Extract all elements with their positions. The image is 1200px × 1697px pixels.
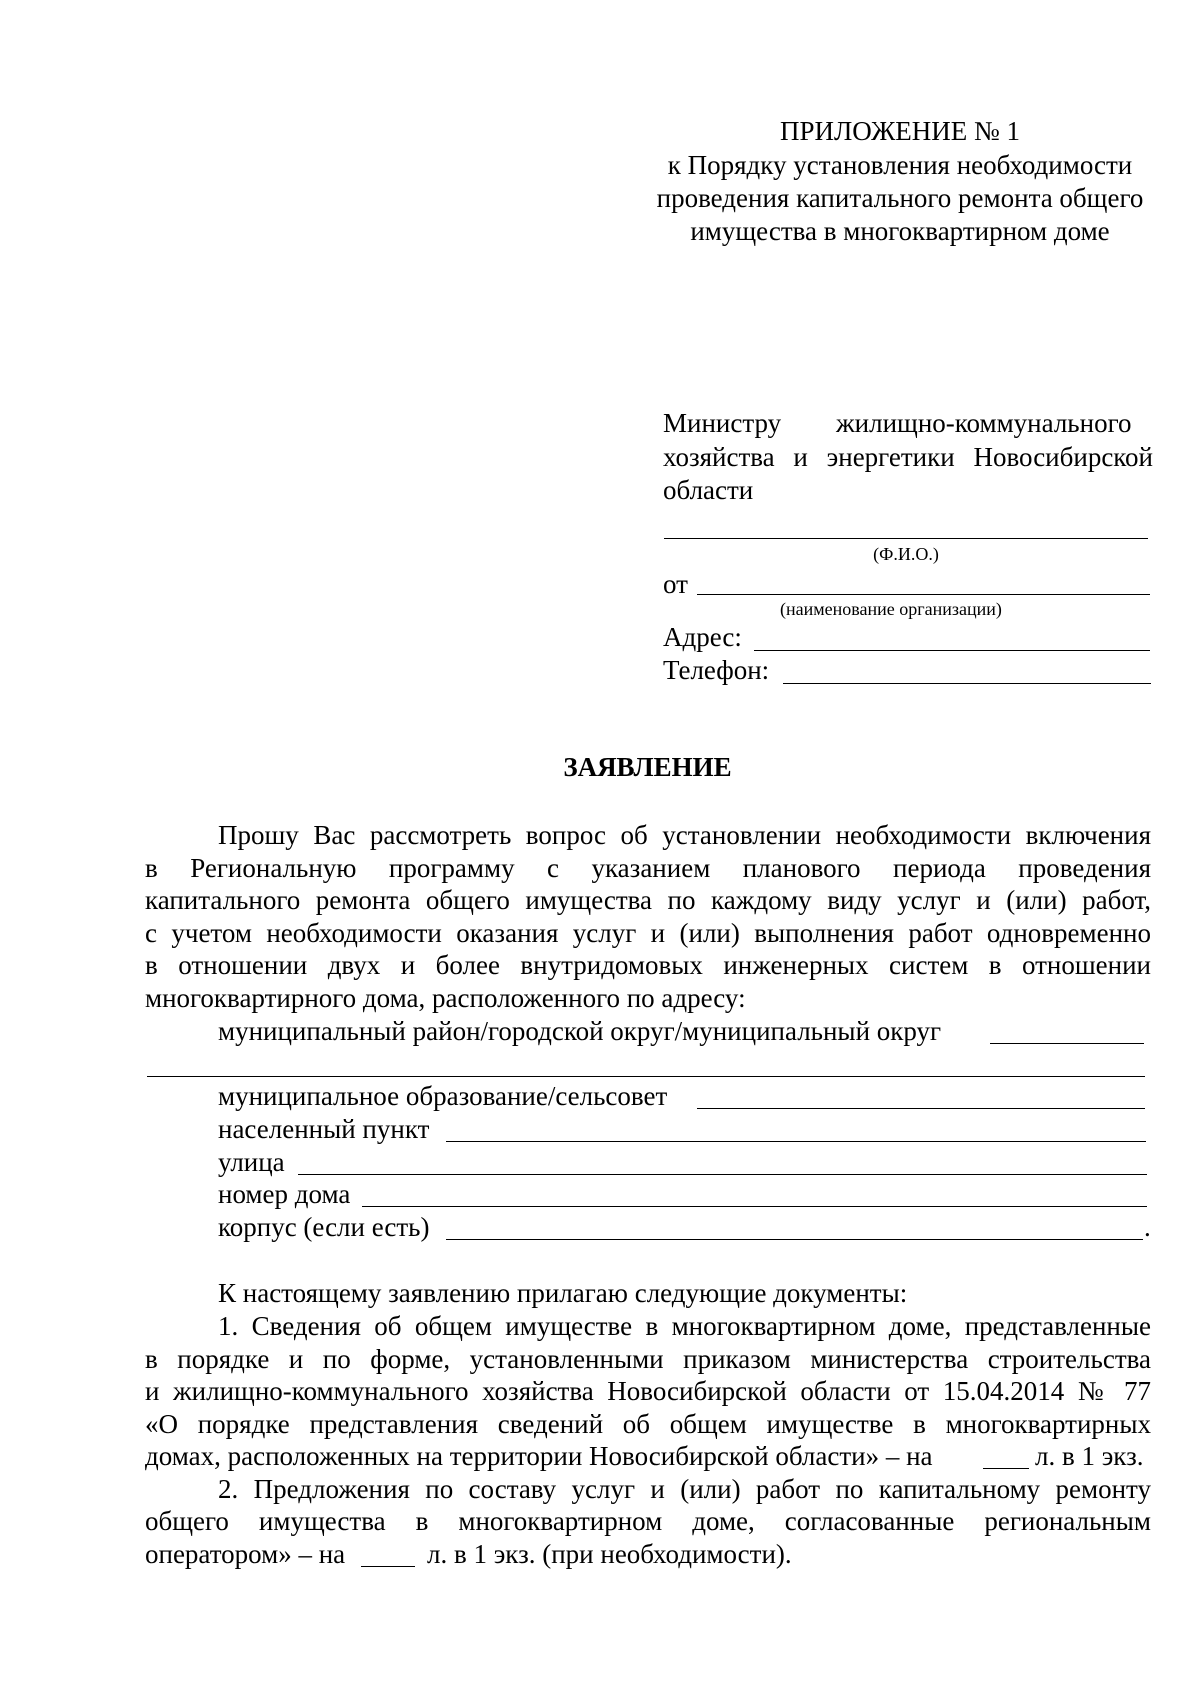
address-label: Адрес: xyxy=(663,622,742,652)
fio-line xyxy=(664,538,1148,539)
district-line xyxy=(990,1043,1144,1044)
street-line xyxy=(298,1174,1147,1175)
organization-line xyxy=(697,594,1150,595)
settlement-label: населенный пункт xyxy=(218,1114,430,1144)
building-label: корпус (если есть) xyxy=(218,1212,430,1242)
district-label: муниципальный район/городской округ/муниципальный округ xyxy=(218,1016,942,1046)
addressee-line-1b: жилищно-коммунального xyxy=(836,408,1132,438)
body-p1-line-6: многоквартирного дома, расположенного по адресу: xyxy=(145,983,746,1013)
municipality-line xyxy=(697,1108,1145,1109)
item1-line-5b: л. в 1 экз. xyxy=(1035,1441,1144,1471)
settlement-line xyxy=(446,1141,1146,1142)
organization-caption: (наименование организации) xyxy=(780,599,1002,619)
item2-line-1: 2. Предложения по составу услуг и (или) работ по капитальному ремонту xyxy=(218,1474,1151,1504)
body-p1-line-4: с учетом необходимости оказания услуг и (или) выполнения работ одновременно xyxy=(145,918,1151,948)
item1-line-4: «О порядке представления сведений об общем имуществе в многоквартирных xyxy=(145,1409,1151,1439)
house-line xyxy=(362,1206,1147,1207)
item2-line-3a: оператором» – на xyxy=(145,1539,346,1569)
addressee-line-1a: Министру xyxy=(663,408,782,438)
statement-title: ЗАЯВЛЕНИЕ xyxy=(563,752,732,782)
body-p1-line-2: в Региональную программу с указанием планового периода проведения xyxy=(145,853,1151,883)
from-label: от xyxy=(663,569,688,599)
appendix-title: ПРИЛОЖЕНИЕ № 1 xyxy=(779,116,1021,146)
attachments-intro: К настоящему заявлению прилагаю следующие документы: xyxy=(218,1278,908,1308)
item1-line-3: и жилищно-коммунального хозяйства Новосибирской области от 15.04.2014 № 77 xyxy=(145,1376,1151,1406)
building-end-period: . xyxy=(1144,1212,1151,1242)
item1-pages-blank xyxy=(983,1468,1029,1469)
phone-label: Телефон: xyxy=(663,655,770,685)
address-line xyxy=(754,650,1150,651)
appendix-line-2: проведения капитального ремонта общего xyxy=(656,183,1144,213)
fio-caption: (Ф.И.О.) xyxy=(873,544,939,564)
street-label: улица xyxy=(218,1147,285,1177)
item2-line-2: общего имущества в многоквартирном доме, согласованные региональным xyxy=(145,1506,1151,1536)
house-label: номер дома xyxy=(218,1179,351,1209)
item1-line-5a: домах, расположенных на территории Новосибирской области» – на xyxy=(145,1441,933,1471)
body-p1-line-5: в отношении двух и более внутридомовых инженерных систем в отношении xyxy=(145,950,1151,980)
item1-line-1: 1. Сведения об общем имуществе в многоквартирном доме, представленные xyxy=(218,1311,1151,1341)
appendix-line-3: имущества в многоквартирном доме xyxy=(690,216,1110,246)
appendix-line-1: к Порядку установления необходимости xyxy=(667,150,1133,180)
municipality-label: муниципальное образование/сельсовет xyxy=(218,1081,668,1111)
item1-line-2: в порядке и по форме, установленными приказом министерства строительства xyxy=(145,1344,1151,1374)
district-line-2 xyxy=(147,1076,1145,1077)
phone-line xyxy=(783,683,1151,684)
addressee-line-2: хозяйства и энергетики Новосибирской xyxy=(663,442,1153,472)
body-p1-line-1: Прошу Вас рассмотреть вопрос об установлении необходимости включения xyxy=(218,820,1151,850)
body-p1-line-3: капитального ремонта общего имущества по каждому виду услуг и (или) работ, xyxy=(145,885,1151,915)
addressee-line-3: области xyxy=(663,475,754,505)
building-line xyxy=(446,1239,1143,1240)
item2-pages-blank xyxy=(361,1566,415,1567)
item2-line-3b: л. в 1 экз. (при необходимости). xyxy=(427,1539,792,1569)
